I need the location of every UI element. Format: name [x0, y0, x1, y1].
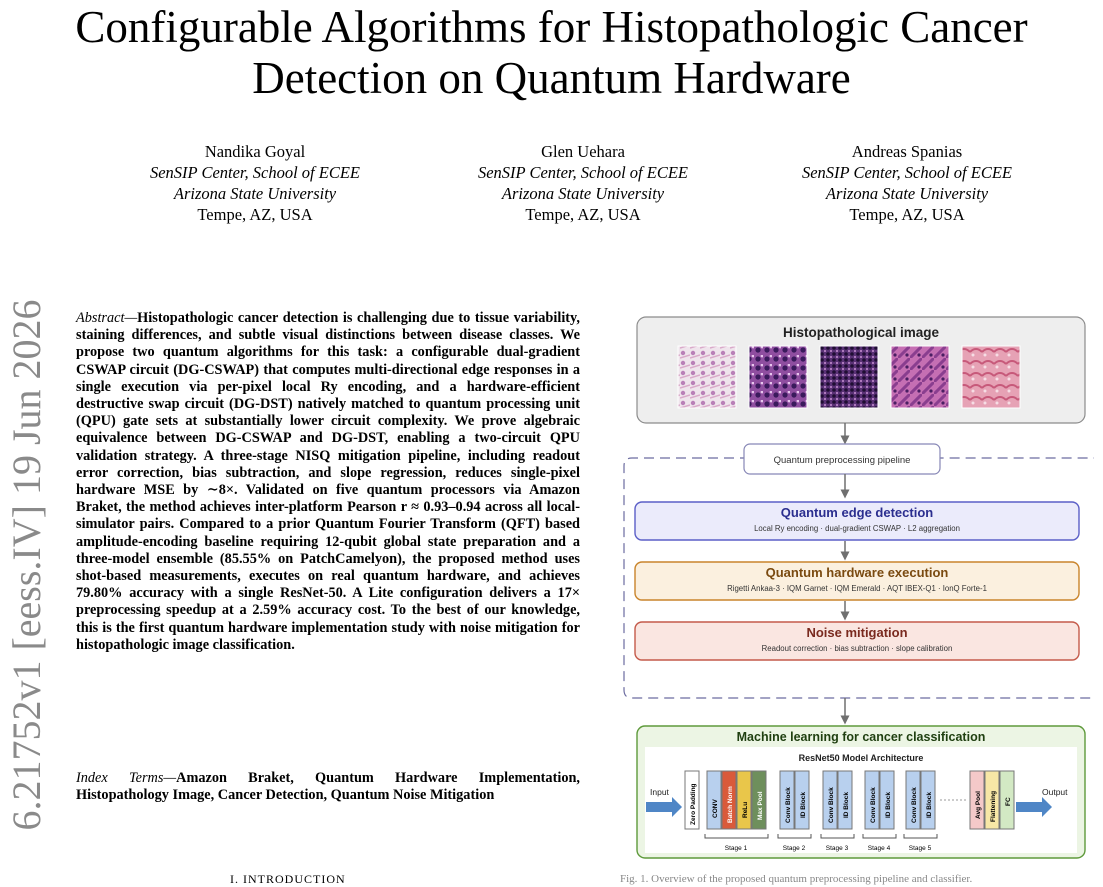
id-block-label: ID Block — [843, 791, 850, 818]
tissue-image-2 — [749, 346, 807, 408]
index-terms-text: Amazon Braket, Quantum Hardware Implementation, Histopathology Image, Cancer Detection, Quantum Noise Mitigation — [76, 770, 580, 804]
author-univ: Arizona State University — [173, 184, 337, 203]
conv-block-label: Conv Block — [911, 787, 918, 823]
tissue-image-3 — [820, 346, 878, 408]
id-block-label: ID Block — [926, 791, 933, 818]
relu-label: ReLu — [742, 801, 749, 818]
abstract-label: Abstract — [76, 310, 125, 326]
tissue-image-1 — [678, 346, 736, 408]
author-name: Andreas Spanias — [851, 142, 963, 161]
index-terms-label: Index Terms — [76, 770, 164, 786]
histo-panel-title: Histopathological image — [782, 325, 940, 340]
author-location: Tempe, AZ, USA — [197, 205, 313, 224]
conv-block-label: Conv Block — [785, 787, 792, 823]
author-block-2 — [433, 141, 733, 225]
figure-caption-partial: Fig. 1. Overview of the proposed quantum preprocessing pipeline and classifier. — [620, 873, 973, 885]
figure-pipeline — [610, 310, 1094, 865]
paper-title — [0, 2, 1103, 104]
resnet-title: ResNet50 Model Architecture — [798, 753, 924, 763]
index-terms: Index Terms—Amazon Braket, Quantum Hardware Implementation, Histopathology Image, Cancer Detection, Quantum Noise Mitigation — [76, 770, 580, 804]
stage-4-label: Stage 4 — [867, 845, 891, 852]
abstract: Abstract—Histopathologic cancer detection is challenging due to tissue variability, staining differences, and subtle visual distinctions between disease classes. We propose two quantum algorithms for this task: a configurable dual-gradient CSWAP circuit (DG-CSWAP) that computes multi-directional edge responses in a single execution via per-pixel local Ry encoding, and a hardware-efficient destructive swap circuit (DG-DST) natively matched to quantum processing unit (QPU) gate sets at substantially lower circuit complexity. We prove algebraic equivalence between DG-CSWAP and DG-DST, enabling a two-circuit QPU validation strategy. A three-stage NISQ mitigation pipeline, including readout error correction, bias subtraction, and slope regression, reduces single-pixel hardware MSE by ∼8×. Validated on five quantum processors via Amazon Braket, the method achieves inter-platform Pearson r ≈ 0.93–0.94 across all local-simulator pairs. Compared to a prior Quantum Fourier Transform (QFT) based amplitude-encoding baseline requiring 12-qubit global state preparation and a three-model ensemble (85.55% on PatchCamelyon), the proposed method uses shot-based measurements, executes on real quantum hardware, and achieves 79.80% accuracy with a single ResNet-50. A Lite configuration delivers a 17× preprocessing speedup at a 2.59% accuracy cost. To the best of our knowledge, this is the first quantum hardware implementation study with noise mitigation for histopathologic image classification. — [76, 310, 580, 653]
author-name: Glen Uehara — [541, 142, 625, 161]
tissue-image-4 — [891, 346, 949, 408]
author-dept: SenSIP Center, School of ECEE — [477, 163, 689, 182]
author-location: Tempe, AZ, USA — [849, 205, 965, 224]
author-block-3 — [757, 141, 1057, 225]
author-dept: SenSIP Center, School of ECEE — [801, 163, 1013, 182]
conv-block-label: Conv Block — [870, 787, 877, 823]
author-univ: Arizona State University — [501, 184, 665, 203]
stage-5-label: Stage 5 — [908, 845, 932, 852]
title-line-2: Detection on Quantum Hardware — [252, 53, 851, 103]
author-name: Nandika Goyal — [204, 142, 306, 161]
id-block-label: ID Block — [800, 791, 807, 818]
stage-1-label: Stage 1 — [724, 845, 748, 852]
output-label: Output — [1042, 787, 1068, 797]
flattening-label: Flattening — [990, 790, 997, 822]
section-heading: I. INTRODUCTION — [230, 872, 346, 886]
hardware-execution-title: Quantum hardware execution — [765, 565, 949, 580]
pipeline-label: Quantum preprocessing pipeline — [773, 455, 911, 466]
zero-padding-label: Zero Padding — [690, 783, 697, 825]
relu-layer — [737, 771, 751, 829]
edge-detection-title: Quantum edge detection — [780, 505, 934, 520]
ml-panel-title: Machine learning for cancer classification — [736, 730, 986, 744]
hardware-execution-subtitle: Rigetti Ankaa-3 · IQM Garnet · IQM Emerald · AQT IBEX-Q1 · IonQ Forte-1 — [727, 584, 987, 593]
batch-norm-label: Batch Norm — [727, 786, 734, 823]
author-block-1 — [105, 141, 405, 225]
arxiv-identifier: 6.21752v1 [eess.IV] 19 Jun 2026 — [4, 299, 49, 831]
title-line-1: Configurable Algorithms for Histopathologic Cancer — [75, 2, 1028, 52]
stage-3-label: Stage 3 — [825, 845, 849, 852]
stage-2-label: Stage 2 — [782, 845, 806, 852]
max-pool-label: Max Pool — [757, 791, 764, 820]
author-univ: Arizona State University — [825, 184, 989, 203]
id-block-label: ID Block — [885, 791, 892, 818]
conv-label: CONV — [712, 799, 719, 818]
author-location: Tempe, AZ, USA — [525, 205, 641, 224]
tissue-image-5 — [962, 346, 1020, 408]
avg-pool-label: Avg Pool — [975, 791, 982, 819]
author-dept: SenSIP Center, School of ECEE — [149, 163, 361, 182]
noise-mitigation-title: Noise mitigation — [806, 625, 908, 640]
fc-label: FC — [1005, 797, 1012, 806]
input-label: Input — [650, 787, 669, 797]
conv-block-label: Conv Block — [828, 787, 835, 823]
abstract-text: Histopathologic cancer detection is challenging due to tissue variability, staining differences, and subtle visual distinctions between disease classes. We propose two quantum algorithms for this task: a configurable dual-gradient CSWAP circuit (DG-CSWAP) that computes multi-directional edge responses in a single execution via per-pixel local Ry encoding, and a hardware-efficient destructive swap circuit (DG-DST) natively matched to quantum processing unit (QPU) gate sets at substantially lower circuit complexity. We prove algebraic equivalence between DG-CSWAP and DG-DST, enabling a two-circuit QPU validation strategy. A three-stage NISQ mitigation pipeline, including readout error correction, bias subtraction, and slope regression, reduces single-pixel hardware MSE by ∼8×. Validated on five quantum processors via Amazon Braket, the method achieves inter-platform Pearson r ≈ 0.93–0.94 across all local-simulator pairs. Compared to a prior Quantum Fourier Transform (QFT) based amplitude-encoding baseline requiring 12-qubit global state preparation and a three-model ensemble (85.55% on PatchCamelyon), the proposed method uses shot-based measurements, executes on real quantum hardware, and achieves 79.80% accuracy with a single ResNet-50. A Lite configuration delivers a 17× preprocessing speedup at a 2.59% accuracy cost. To the best of our knowledge, this is the first quantum hardware implementation study with noise mitigation for histopathologic image classification. — [76, 310, 580, 653]
edge-detection-subtitle: Local Ry encoding · dual-gradient CSWAP · L2 aggregation — [754, 524, 960, 533]
noise-mitigation-subtitle: Readout correction · bias subtraction · slope calibration — [761, 644, 953, 653]
